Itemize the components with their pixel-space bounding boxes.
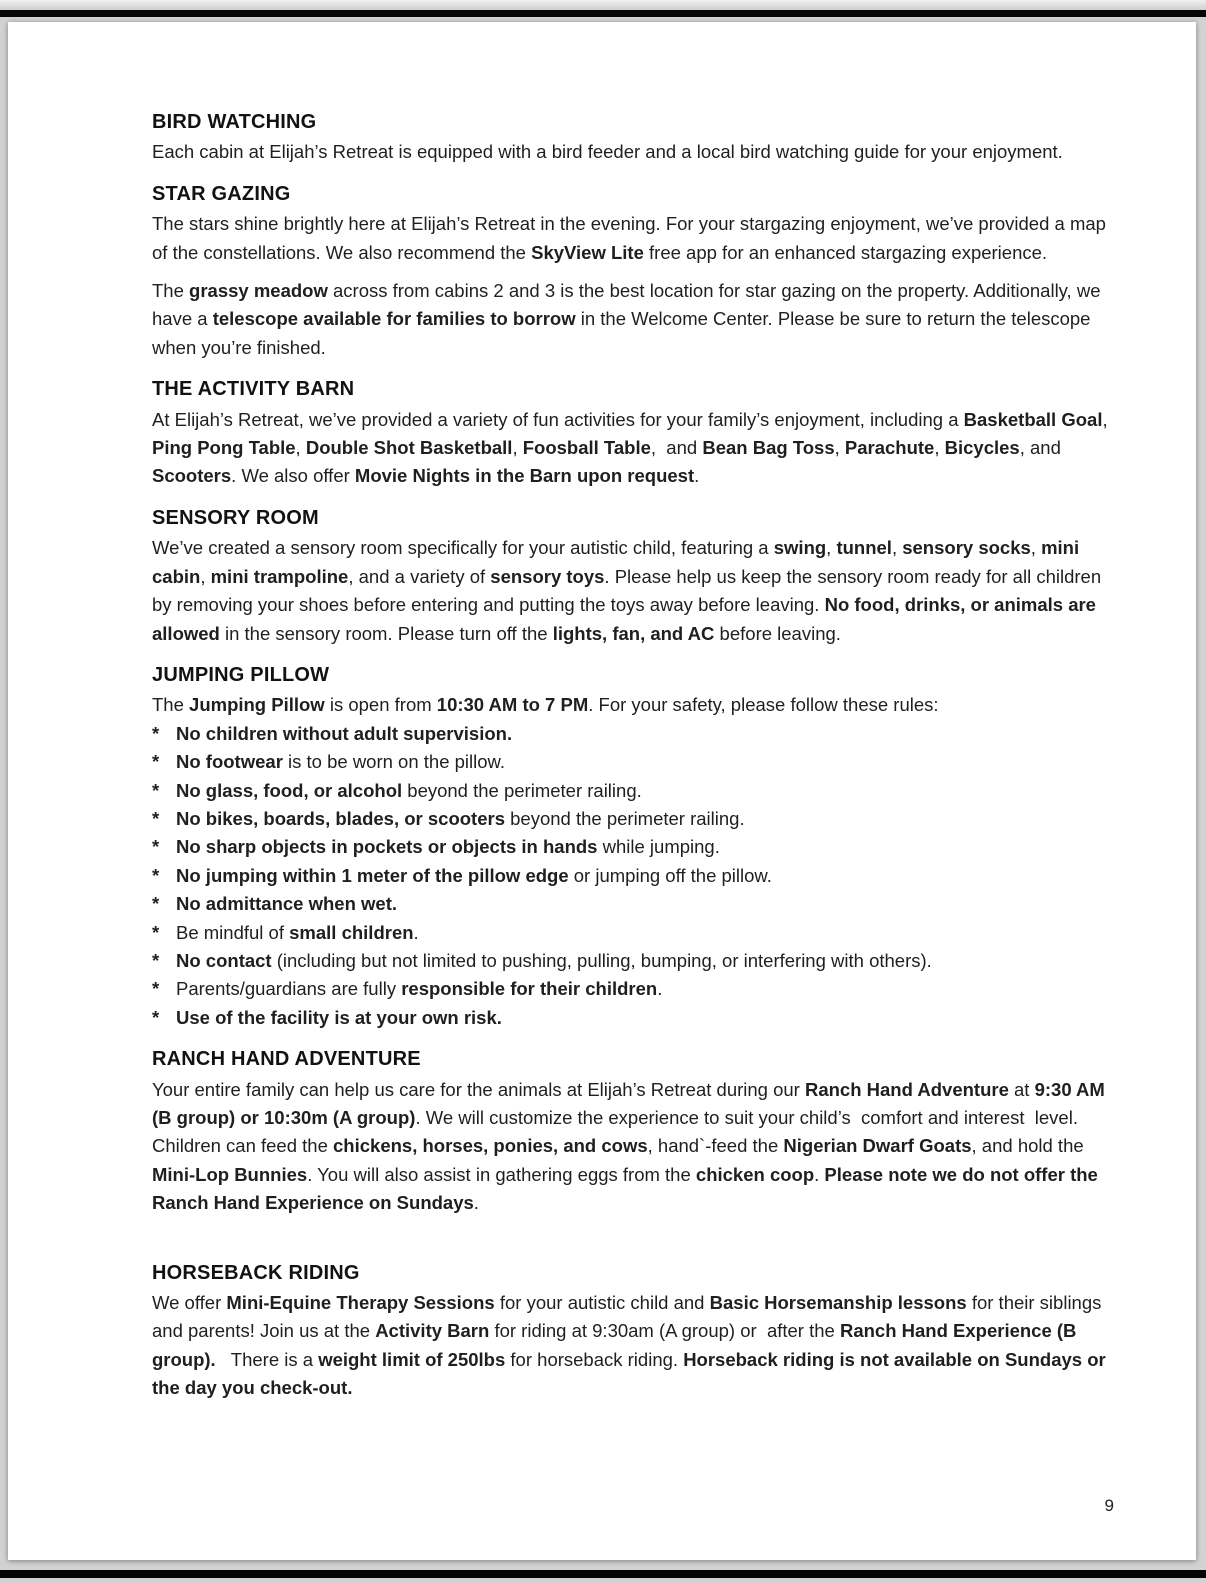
text-run: . — [694, 465, 700, 487]
bold-text-run: Ranch Hand Adventure — [804, 1078, 1009, 1100]
list-item — [152, 748, 1116, 776]
text-run: We offer — [152, 1292, 227, 1314]
text-run: The — [152, 280, 190, 302]
section-jumping-pillow — [152, 661, 1116, 1032]
text-run: . You will also assist in gathering eggs from the — [307, 1163, 696, 1185]
section-star-gazing — [152, 180, 1116, 362]
text-run: free app for an enhanced stargazing experience. — [643, 241, 1048, 263]
text-run: , — [295, 437, 306, 459]
text-run: for horseback riding. — [505, 1348, 684, 1370]
section-heading: BIRD WATCHING — [152, 111, 317, 133]
list-item-text — [176, 720, 1116, 748]
text-run: . — [413, 921, 419, 943]
text-run: Each cabin at Elijah’s Retreat is equipped with a bird feeder and a local bird watching guide for your enjoyment. — [152, 141, 1063, 163]
bold-text-run: No footwear — [176, 751, 283, 773]
text-run: , and a variety of — [348, 565, 491, 587]
bold-text-run: Bicycles — [944, 437, 1020, 459]
section-heading: RANCH HAND ADVENTURE — [152, 1048, 421, 1071]
bullet-marker: * — [152, 949, 160, 971]
viewer-chrome-top — [0, 0, 1206, 10]
bold-text-run: Scooters — [152, 465, 232, 487]
bold-text-run: small children — [289, 921, 414, 943]
paragraph — [152, 1076, 1116, 1218]
bullet-marker: * — [152, 751, 160, 773]
bold-text-run: grassy meadow — [189, 280, 328, 302]
bold-text-run: Please note we do not offer the Ranch Hand Experience on Sundays — [152, 1163, 1103, 1214]
list-item — [152, 777, 1116, 805]
text-run: , and — [650, 437, 703, 459]
bold-text-run: Parachute — [844, 437, 935, 459]
bold-text-run: No children without adult supervision. — [176, 722, 513, 744]
bold-text-run: Horseback riding is not available on Sundays or the day you check-out. — [152, 1348, 1111, 1399]
section-sensory-room — [152, 504, 1116, 648]
paragraph — [152, 406, 1116, 491]
list-item — [152, 1004, 1116, 1032]
text-run: while jumping. — [597, 836, 720, 858]
bullet-marker: * — [152, 921, 160, 943]
bullet-marker: * — [152, 836, 160, 858]
list-item-text — [176, 862, 1116, 890]
text-run: . — [814, 1163, 825, 1185]
bold-text-run: Jumping Pillow — [189, 694, 325, 716]
bullet-marker: * — [152, 779, 160, 801]
text-run: , and hold the — [971, 1135, 1089, 1157]
bold-text-run: Mini-Lop Bunnies — [152, 1163, 308, 1185]
section-activity-barn — [152, 375, 1116, 491]
text-run: , — [200, 565, 211, 587]
bold-text-run: chicken coop — [695, 1163, 815, 1185]
list-item — [152, 805, 1116, 833]
bullet-marker: * — [152, 807, 160, 829]
text-run: The stars shine brightly here at Elijah’s Retreat in the evening. For your stargazing enjoyment, we’ve provided a map of the constellations. We also recommend the — [152, 213, 1112, 263]
list-item — [152, 890, 1116, 918]
bold-text-run: Basic Horsemanship lessons — [709, 1292, 967, 1314]
bullet-marker: * — [152, 722, 160, 744]
section-heading: STAR GAZING — [152, 182, 291, 205]
list-item — [152, 833, 1116, 861]
bullet-marker: * — [152, 978, 160, 1000]
bold-text-run: Movie Nights in the Barn upon request — [354, 465, 695, 487]
text-run: for riding at 9:30am (A group) or after the — [489, 1320, 840, 1342]
list-item-text — [176, 1004, 1116, 1032]
paragraph — [152, 1289, 1116, 1403]
bold-text-run: sensory toys — [490, 565, 605, 587]
list-item-text — [176, 833, 1116, 861]
bold-text-run: No bikes, boards, blades, or scooters — [176, 807, 505, 829]
text-run: in the Welcome Center. Please be sure to return the telescope when you’re finished. — [152, 308, 1096, 358]
list-item-text — [176, 748, 1116, 776]
list-item — [152, 720, 1116, 748]
section-heading: SENSORY ROOM — [152, 506, 319, 529]
bold-text-run: tunnel — [836, 537, 892, 559]
list-item — [152, 862, 1116, 890]
paragraph — [152, 534, 1116, 648]
bullet-marker: * — [152, 893, 160, 915]
bold-text-run: Mini-Equine Therapy Sessions — [226, 1292, 495, 1314]
text-run: , — [834, 437, 845, 459]
text-run: , — [512, 437, 523, 459]
bold-text-run: Bean Bag Toss — [702, 437, 835, 459]
bold-text-run: Basketball Goal — [963, 408, 1103, 430]
bold-text-run: No contact — [176, 949, 272, 971]
bold-text-run: No food, drinks, or animals are allowed — [152, 594, 1102, 644]
text-run: Be mindful of — [176, 921, 290, 943]
text-run: . — [657, 978, 663, 1000]
paragraph — [152, 277, 1116, 362]
list-item-text — [176, 890, 1116, 918]
text-run: is to be worn on the pillow. — [282, 751, 506, 773]
text-run: or jumping off the pillow. — [568, 864, 772, 886]
document-content — [152, 108, 1116, 1403]
text-run: in the sensory room. Please turn off the — [219, 622, 553, 644]
text-run: Your entire family can help us care for the animals at Elijah’s Retreat during our — [152, 1078, 805, 1100]
page-number: 9 — [1104, 1496, 1114, 1515]
text-run: . We will customize the experience to suit your child’s comfort and interest level. Children can feed the — [152, 1107, 1084, 1157]
section-heading: THE ACTIVITY BARN — [152, 378, 355, 401]
bold-text-run: mini cabin — [152, 537, 1085, 587]
text-run: before leaving. — [714, 622, 841, 644]
text-run: beyond the perimeter railing. — [505, 807, 745, 829]
text-run: for their siblings and parents! Join us at the — [152, 1292, 1107, 1342]
text-run: , — [1102, 408, 1113, 430]
bold-text-run: responsible for their children — [401, 978, 658, 1000]
paragraph — [152, 210, 1116, 267]
text-run: , hand`-feed the — [647, 1135, 784, 1157]
bold-text-run: chickens, horses, ponies, and cows — [333, 1135, 648, 1157]
bold-text-run: swing — [773, 537, 827, 559]
section-heading: HORSEBACK RIDING — [152, 1261, 360, 1284]
list-item-text — [176, 805, 1116, 833]
list-item-text — [176, 947, 1116, 975]
bold-text-run: telescope available for families to borrow — [212, 308, 576, 330]
bullet-marker: * — [152, 864, 160, 886]
paragraph — [152, 691, 1116, 719]
text-run: . Please help us keep the sensory room ready for all children by removing your shoes before entering and putting the toys away before leaving. — [152, 565, 1107, 616]
bold-text-run: Ranch Hand Experience (B group). — [152, 1320, 1082, 1370]
bold-text-run: SkyView Lite — [531, 241, 644, 263]
bold-text-run: sensory socks — [902, 537, 1031, 559]
list-item-text — [176, 777, 1116, 805]
bold-text-run: Use of the facility is at your own risk. — [176, 1006, 502, 1028]
text-run: at — [1008, 1078, 1035, 1100]
text-run: There is a — [215, 1348, 319, 1370]
bold-text-run: Nigerian Dwarf Goats — [783, 1135, 972, 1157]
top-divider-bar — [0, 10, 1206, 17]
bold-text-run: mini trampoline — [210, 565, 349, 587]
text-run: , — [891, 537, 903, 559]
text-run: (including but not limited to pushing, pulling, bumping, or interfering with others). — [271, 949, 932, 971]
bottom-divider-bar — [0, 1570, 1206, 1578]
bold-text-run: Double Shot Basketball — [305, 437, 513, 459]
text-run: is open from — [324, 694, 437, 716]
text-run: . For your safety, please follow these rules: — [588, 694, 939, 716]
bold-text-run: 10:30 AM to 7 PM — [436, 694, 589, 716]
list-item-text — [176, 975, 1116, 1003]
section-bird-watching — [152, 108, 1116, 167]
list-item — [152, 947, 1116, 975]
text-run: for your autistic child and — [494, 1292, 710, 1314]
text-run: , and — [1019, 437, 1067, 459]
text-run: , — [934, 437, 945, 459]
section-ranch-hand-adventure — [152, 1045, 1116, 1217]
paragraph — [152, 138, 1116, 166]
list-item — [152, 919, 1116, 947]
list-item — [152, 975, 1116, 1003]
text-run: . — [473, 1192, 479, 1214]
document-page — [8, 22, 1196, 1560]
text-run: beyond the perimeter railing. — [402, 779, 642, 801]
bold-text-run: 9:30 AM (B group) or 10:30m (A group) — [152, 1078, 1110, 1128]
bold-text-run: No admittance when wet. — [176, 893, 398, 915]
bold-text-run: No sharp objects in pockets or objects in hands — [176, 836, 598, 858]
bold-text-run: Foosball Table — [522, 437, 651, 459]
text-run: . We also offer — [231, 465, 355, 487]
bold-text-run: Ping Pong Table — [152, 437, 296, 459]
bold-text-run: No glass, food, or alcohol — [176, 779, 403, 801]
list-item-text — [176, 919, 1116, 947]
text-run: Parents/guardians are fully — [176, 978, 402, 1000]
section-heading: JUMPING PILLOW — [152, 663, 330, 686]
bold-text-run: lights, fan, and AC — [552, 622, 715, 644]
section-horseback-riding — [152, 1259, 1116, 1403]
bold-text-run: No jumping within 1 meter of the pillow edge — [176, 864, 569, 886]
bullet-marker: * — [152, 1006, 160, 1028]
bold-text-run: Activity Barn — [375, 1320, 490, 1342]
bold-text-run: weight limit of 250lbs — [318, 1348, 506, 1370]
text-run: , — [1030, 537, 1042, 559]
text-run: , — [826, 537, 837, 559]
text-run: The — [152, 694, 190, 716]
text-run: We’ve created a sensory room specifically for your autistic child, featuring a — [152, 537, 774, 559]
text-run: At Elijah’s Retreat, we’ve provided a variety of fun activities for your family’s enjoyment, including a — [152, 408, 964, 430]
text-run: across from cabins 2 and 3 is the best location for star gazing on the property. Additionally, we have a — [152, 280, 1106, 330]
